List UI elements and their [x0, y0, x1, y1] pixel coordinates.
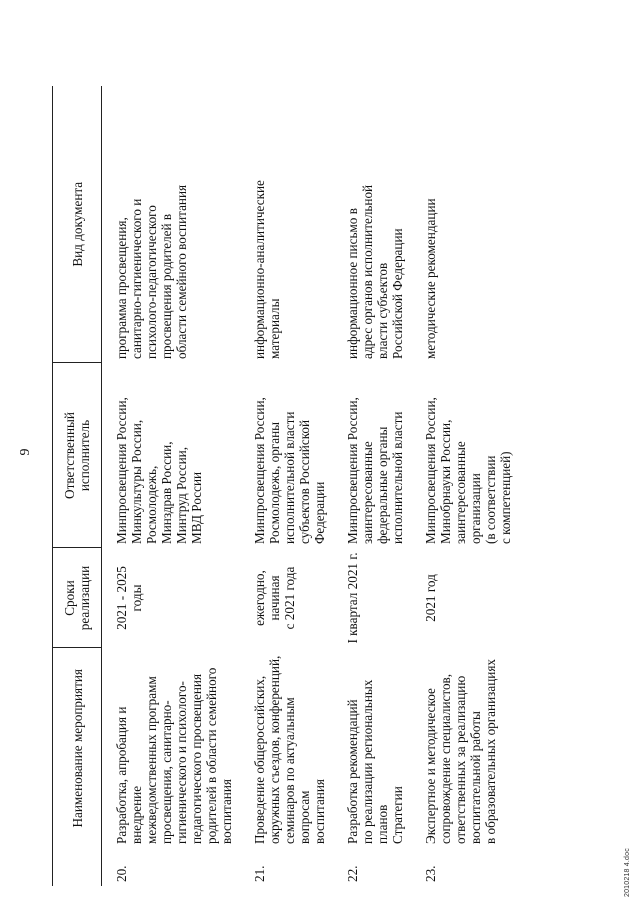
- row-number: 21.: [252, 865, 267, 882]
- row-doc-type: программа просвещения, санитарно-гигиенического и психолого-педагогического просвещения родителей в области семейного воспитания: [114, 184, 189, 359]
- page-number: 9: [18, 448, 33, 456]
- table-header-row: [53, 86, 102, 886]
- table-row: [411, 86, 519, 886]
- row-number: 22.: [345, 865, 360, 882]
- table-row: [102, 86, 241, 886]
- row-term: ежегодно, начиная с 2021 года: [252, 566, 297, 630]
- row-name: Экспертное и методическое сопровождение специалистов, ответственных за реализацию воспитательной работы в образовательных организациях: [423, 659, 498, 844]
- header-name: Наименование мероприятия: [53, 648, 102, 848]
- row-responsible: Минпросвещения России, Минобрнауки России, заинтересованные организации (в соответствии с компетенцией): [423, 397, 513, 544]
- header-term: Сроки реализации: [53, 548, 102, 648]
- row-term: 2021 - 2025 годы: [114, 566, 144, 630]
- table-row: [240, 86, 333, 886]
- row-term: I квартал 2021 г.: [345, 552, 360, 644]
- table-row: [333, 86, 411, 886]
- row-doc-type: информационное письмо в адрес органов исполнительной власти субъектов Российской Федерации: [345, 184, 405, 359]
- header-doc-type: Вид документа: [53, 86, 102, 363]
- row-name: Разработка рекомендаций по реализации региональных планов Стратегии: [345, 679, 405, 844]
- row-name: Разработка, апробация и внедрение межведомственных программ просвещения, санитарно- гигиенического и психолого- педагогического просвещения родителей в области семейного воспитания: [114, 667, 234, 844]
- header-number: [53, 848, 102, 886]
- row-number: 23.: [423, 865, 438, 882]
- row-responsible: Минпросвещения России, заинтересованные федеральные органы исполнительной власти: [345, 397, 405, 544]
- row-doc-type: информационно-аналитические материалы: [252, 180, 282, 359]
- header-responsible: Ответственный исполнитель: [53, 363, 102, 548]
- file-footer: 2010218 4.doc: [624, 848, 631, 897]
- row-term: 2021 год: [423, 574, 438, 622]
- row-name: Проведение общероссийских, окружных съездов, конференций, семинаров по актуальным вопросам воспитания: [252, 655, 327, 844]
- row-number: 20.: [114, 865, 129, 882]
- measures-table: [52, 86, 519, 886]
- row-responsible: Минпросвещения России, Минкультуры России, Росмолодежь, Минздрав России, Минтруд России, МВД России: [114, 397, 204, 544]
- row-responsible: Минпросвещения России, Росмолодежь, органы исполнительной власти субъектов Российской Федерации: [252, 397, 327, 544]
- row-doc-type: методические рекомендации: [423, 198, 438, 359]
